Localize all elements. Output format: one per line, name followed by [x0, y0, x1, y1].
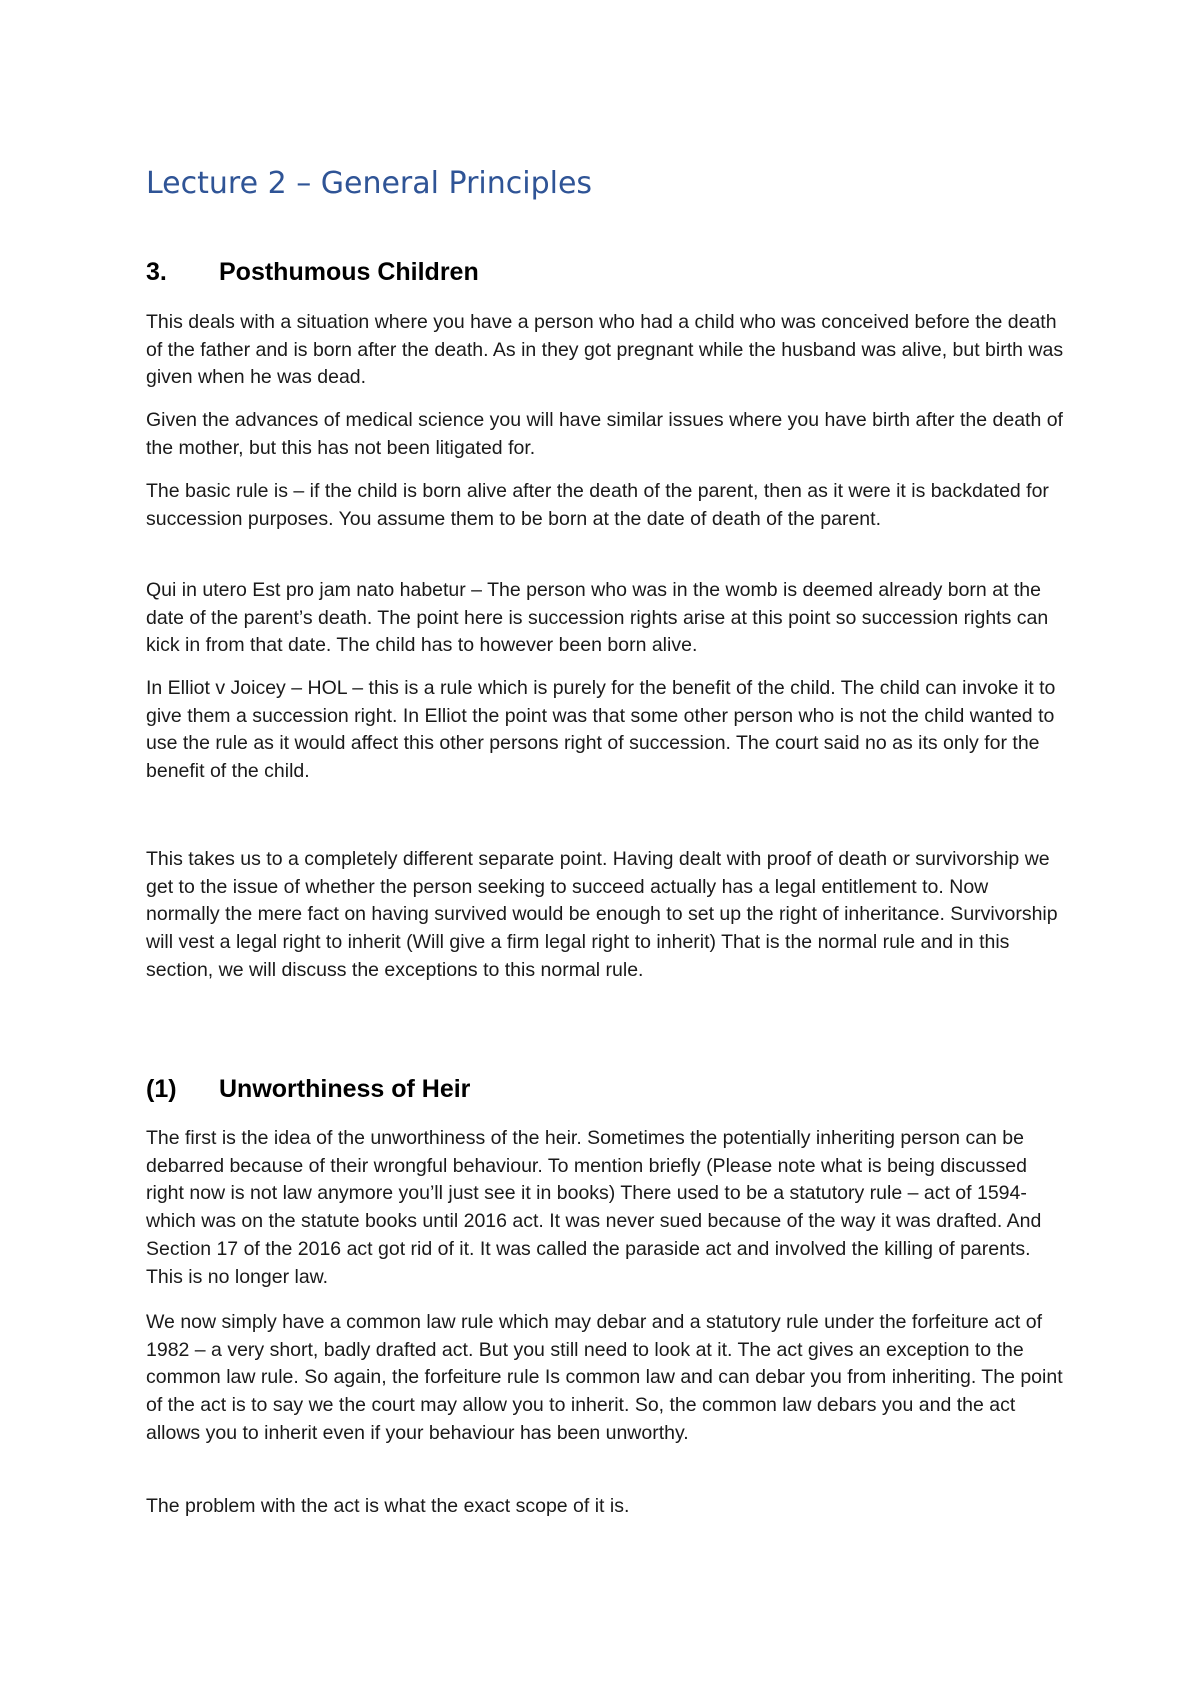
section-title: Unworthiness of Heir [219, 1075, 471, 1103]
section-heading-unworthiness-of-heir [146, 1075, 470, 1104]
paragraph-elliot-v-joicey: In Elliot v Joicey – HOL – this is a rule which is purely for the benefit of the child. The child can invoke it to give them a succession right. In Elliot the point was that some other person who is not the child wanted to use the rule as it would affect this other persons right of succession. The court said no as its only for the benefit of the child. [146, 677, 1056, 783]
paragraph-qui-in-utero: Qui in utero Est pro jam nato habetur – The person who was in the womb is deemed already born at the date of the parent’s death. The point here is succession rights arise at this point so succession rights can kick in from that date. The child has to however been born alive. [146, 579, 1049, 657]
paragraph-unworthiness-intro: The first is the idea of the unworthiness of the heir. Sometimes the potentially inheriting person can be debarred because of their wrongful behaviour. To mention briefly (Please note what is being discussed right now is not law anymore you’ll just see it in books) There used to be a statutory rule – act of 1594- which was on the statute books until 2016 act. It was never sued because of the way it was drafted. And Section 17 of the 2016 act got rid of it. It was called the paraside act and involved the killing of parents. This is no longer law. [146, 1127, 1042, 1288]
page-title: Lecture 2 – General Principles [146, 166, 593, 201]
paragraph-medical-science: Given the advances of medical science you will have similar issues where you have birth after the death of the mother, but this has not been litigated for. [146, 409, 1063, 459]
section-heading-posthumous-children [146, 258, 479, 287]
section-number: 3. [146, 258, 167, 286]
paragraph-separate-point: This takes us to a completely different separate point. Having dealt with proof of death or survivorship we get to the issue of whether the person seeking to succeed actually has a legal entitlement to. Now normally the mere fact on having survived would be enough to set up the right of inheritance. Survivorship will vest a legal right to inherit (Will give a firm legal right to inherit) That is the normal rule and in this section, we will discuss the exceptions to this normal rule. [146, 848, 1058, 981]
section-title: Posthumous Children [219, 258, 479, 286]
section-number: (1) [146, 1075, 177, 1103]
paragraph-posthumous-intro: This deals with a situation where you have a person who had a child who was conceived before the death of the father and is born after the death. As in they got pregnant while the husband was alive, but birth was given when he was dead. [146, 311, 1064, 389]
paragraph-common-law-rule: We now simply have a common law rule which may debar and a statutory rule under the forfeiture act of 1982 – a very short, badly drafted act. But you still need to look at it. The act gives an exception to the common law rule. So again, the forfeiture rule Is common law and can debar you from inheriting. The point of the act is to say we the court may allow you to inherit. So, the common law debars you and the act allows you to inherit even if your behaviour has been unworthy. [146, 1311, 1063, 1444]
paragraph-act-scope: The problem with the act is what the exact scope of it is. [146, 1495, 630, 1517]
paragraph-basic-rule: The basic rule is – if the child is born alive after the death of the parent, then as it were it is backdated for succession purposes. You assume them to be born at the date of death of the parent. [146, 480, 1049, 530]
